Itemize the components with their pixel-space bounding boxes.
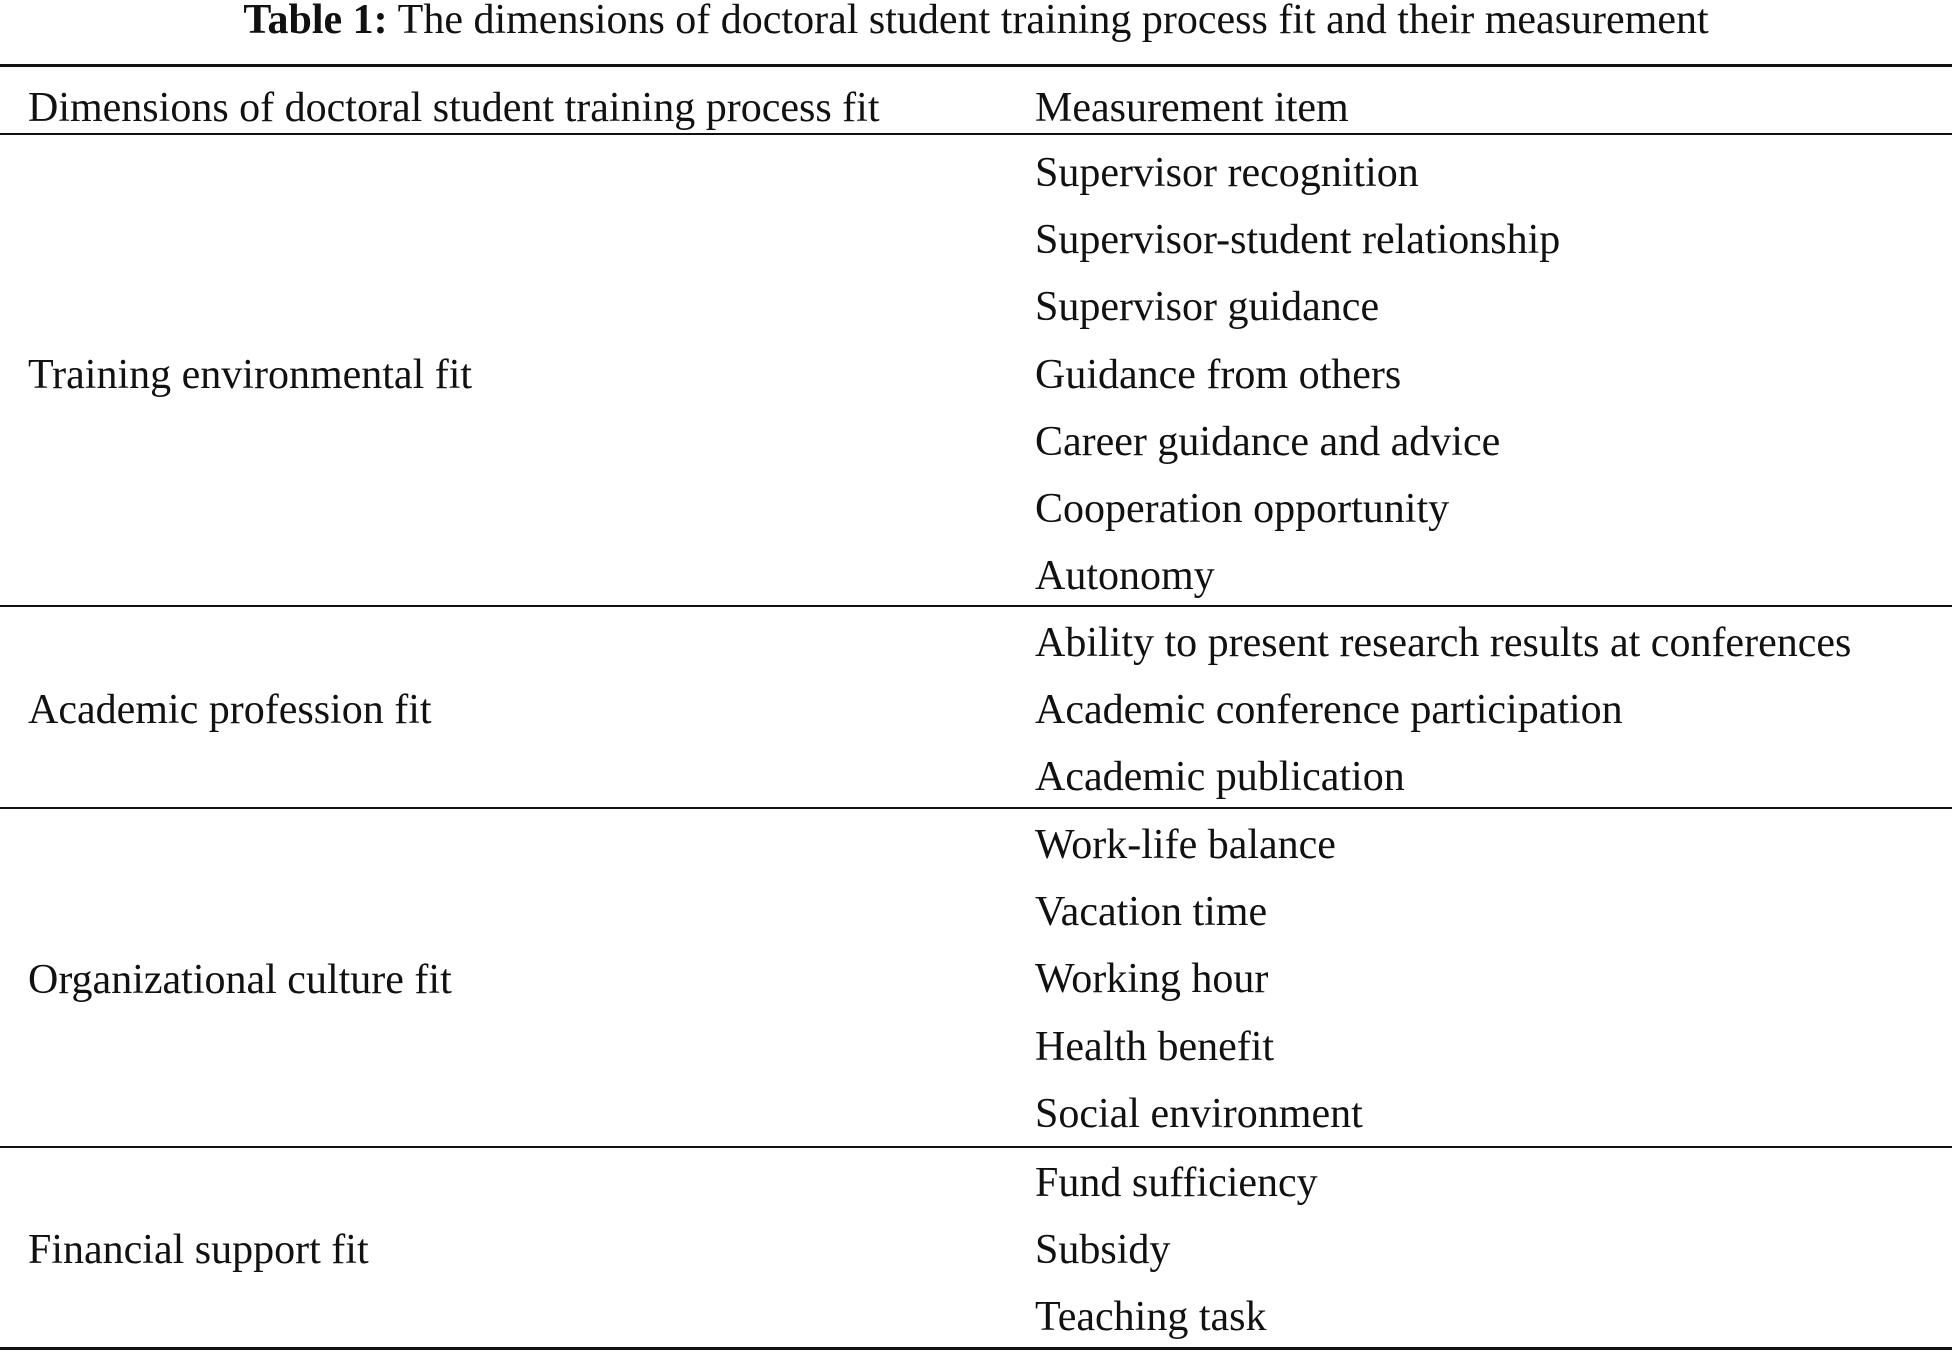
table-group-financial-support-fit — [0, 1150, 1952, 1350]
table-group-academic-profession-fit — [0, 610, 1952, 810]
measurement-item-list — [1035, 610, 1851, 812]
measurement-item: Subsidy — [1035, 1227, 1171, 1274]
table-caption — [0, 0, 1952, 43]
measurement-item: Social environment — [1035, 1090, 1363, 1137]
measurement-item: Academic conference participation — [1035, 687, 1623, 734]
group-divider-rule — [0, 807, 1952, 809]
table-top-rule — [0, 64, 1952, 67]
column-header-dimensions: Dimensions of doctoral student training process fit — [28, 85, 880, 131]
dimension-cell: Financial support fit — [28, 1227, 369, 1273]
measurement-item: Autonomy — [1035, 553, 1215, 600]
group-divider-rule — [0, 1146, 1952, 1148]
table-caption-text: The dimensions of doctoral student training process fit and their measurement — [397, 0, 1709, 43]
measurement-item: Working hour — [1035, 956, 1269, 1003]
column-header-measurement: Measurement item — [1035, 85, 1349, 131]
measurement-item: Health benefit — [1035, 1023, 1275, 1070]
header-rule — [0, 133, 1952, 135]
dimension-cell: Training environmental fit — [28, 352, 473, 398]
measurement-item: Supervisor-student relationship — [1035, 217, 1561, 264]
measurement-item-list — [1035, 1150, 1318, 1352]
measurement-item: Academic publication — [1035, 754, 1405, 801]
measurement-item: Vacation time — [1035, 889, 1268, 936]
measurement-item: Supervisor recognition — [1035, 150, 1419, 196]
measurement-item: Guidance from others — [1035, 351, 1402, 398]
table-group-organizational-culture-fit — [0, 812, 1952, 1147]
measurement-item: Cooperation opportunity — [1035, 485, 1450, 532]
measurement-item: Teaching task — [1035, 1294, 1267, 1341]
dimension-cell: Academic profession fit — [28, 687, 432, 733]
measurement-item-list — [1035, 812, 1363, 1148]
measurement-item-list — [1035, 140, 1560, 610]
measurement-item: Work-life balance — [1035, 822, 1336, 868]
table-bottom-rule — [0, 1347, 1952, 1350]
measurement-item: Career guidance and advice — [1035, 418, 1501, 465]
measurement-item: Ability to present research results at conferences — [1035, 620, 1852, 666]
table-group-training-environmental-fit — [0, 140, 1952, 610]
measurement-item: Fund sufficiency — [1035, 1160, 1318, 1206]
group-divider-rule — [0, 605, 1952, 607]
table-caption-label: Table 1: — [243, 0, 388, 43]
dimension-cell: Organizational culture fit — [28, 956, 452, 1003]
measurement-item: Supervisor guidance — [1035, 284, 1380, 331]
